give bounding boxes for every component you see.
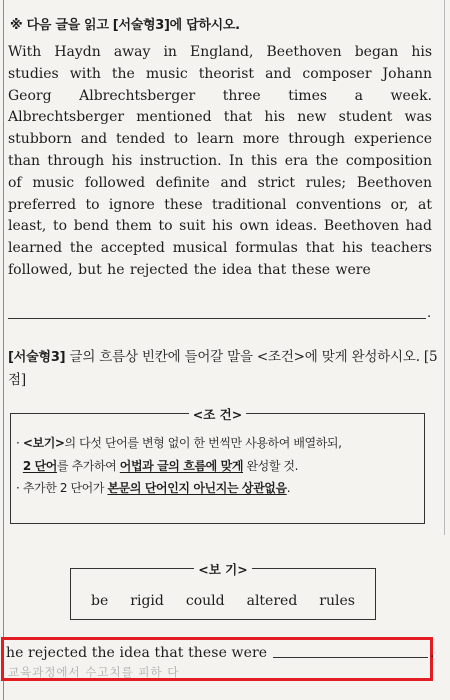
answer-blank[interactable] xyxy=(273,657,428,658)
condition-list xyxy=(16,432,420,500)
question-prompt xyxy=(8,346,438,392)
answer-highlight-box xyxy=(1,637,433,681)
question-instruction: 다음 글을 읽고 [서술형3]에 답하시오. xyxy=(26,18,240,33)
answer-period: . xyxy=(430,646,435,661)
word-bank-item: rigid xyxy=(130,593,164,609)
answer-faint-text: 교육과정에서 수고치를 피하 다 xyxy=(8,665,180,679)
answer-prefix: he rejected the idea that these were xyxy=(6,645,268,661)
condition-box xyxy=(10,407,425,524)
word-bank-item: could xyxy=(185,593,225,609)
question-prompt-text: 글의 흐름상 빈칸에 들어갈 말을 <조건>에 맞게 완성하시오. [5점] xyxy=(8,349,438,388)
condition-item: · 추가한 2 단어가 본문의 단어인지 아닌지는 상관없음. xyxy=(16,481,291,495)
condition-box-title: <조 건> xyxy=(11,405,424,423)
question-tag: [서술형3] xyxy=(8,350,66,365)
question-header xyxy=(10,14,440,33)
passage-blank-period: . xyxy=(427,306,432,321)
condition-item: · <보기>의 다섯 단어를 변형 없이 한 번씩만 사용하여 배열하되, xyxy=(16,436,342,450)
answer-line xyxy=(6,645,434,661)
example-word-box xyxy=(70,562,376,620)
word-bank-item: rules xyxy=(319,593,355,609)
example-box-title: <보 기> xyxy=(71,560,375,578)
page-right-border xyxy=(444,0,445,535)
word-bank xyxy=(71,593,375,609)
note-marker: ※ xyxy=(10,18,23,33)
word-bank-item: be xyxy=(91,593,109,609)
passage-blank[interactable] xyxy=(8,318,426,319)
word-bank-item: altered xyxy=(246,593,298,609)
reading-passage: With Haydn away in England, Beethoven began his studies with the music theorist and composer Johann Georg Albrechtsberger three times a week. Albrechtsberger mentioned that his new student was stubborn and tended to learn more through experience than through his instruction. In this era the composition of music followed definite and strict rules; Beethoven preferred to ignore these traditional conventions or, at least, to bend them to suit his own ideas. Beethoven had learned the accepted musical formulas that his teachers followed, but he rejected the idea that these were xyxy=(8,44,432,278)
page-left-border xyxy=(3,0,4,700)
condition-item: 2 단어를 추가하여 어법과 글의 흐름에 맞게 완성할 것. xyxy=(22,458,299,473)
